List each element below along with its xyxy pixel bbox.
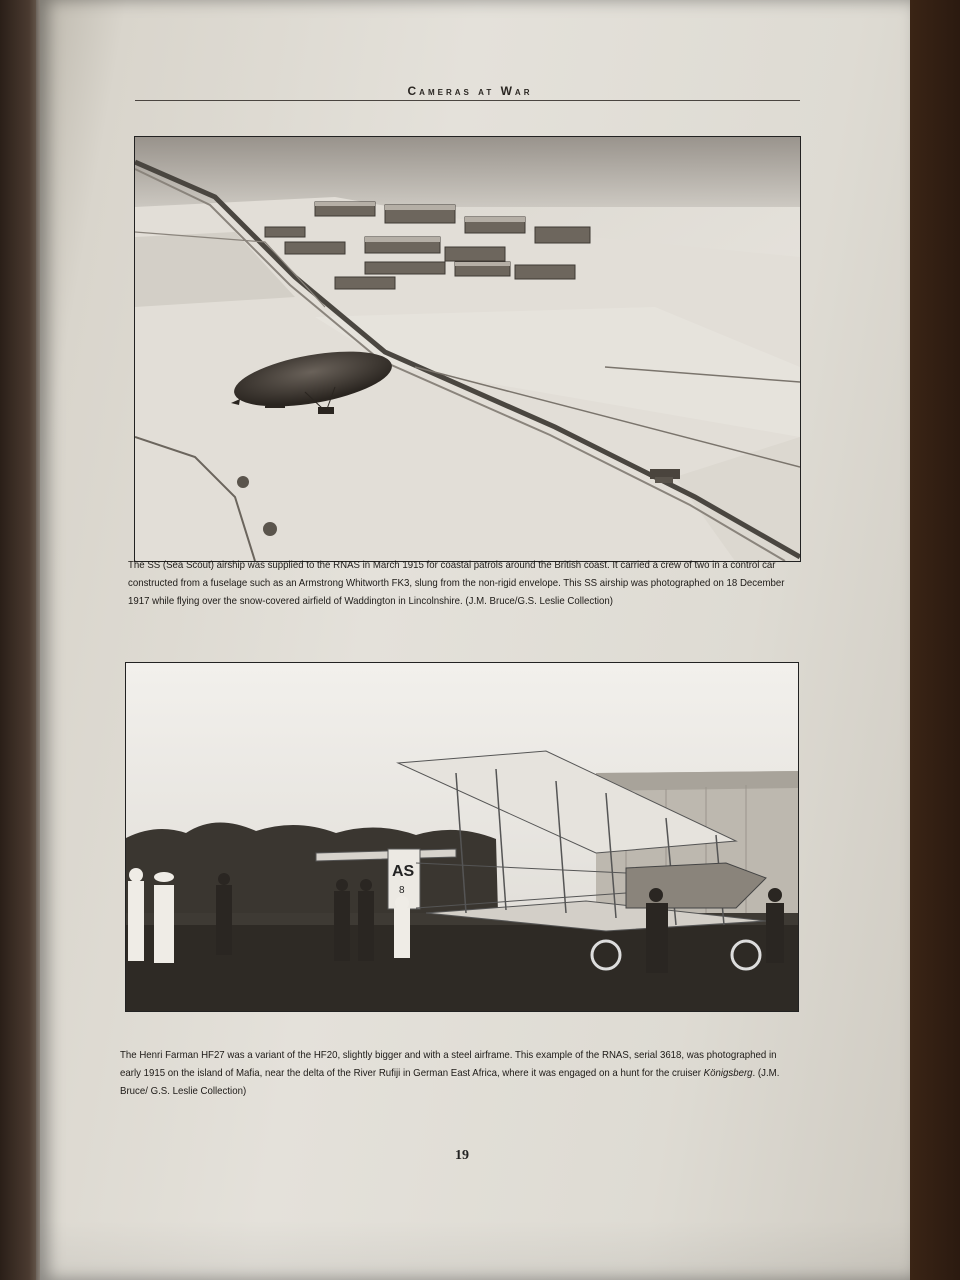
biplane-photo (125, 662, 799, 1012)
running-head: Cameras at War (407, 84, 533, 98)
photo-caption-biplane (120, 1046, 792, 1100)
caption-text-part-2: . (J.M. Bruce/ G.S. Leslie Collection) (120, 1067, 780, 1097)
tail-marking: AS (392, 863, 415, 880)
caption-ship-name: Königsberg (703, 1067, 753, 1079)
tail-number: 8 (399, 885, 405, 896)
page-number: 19 (455, 1148, 469, 1163)
airship-photo (134, 136, 801, 562)
photo-caption-airship: The SS (Sea Scout) airship was supplied to the RNAS in March 1915 for coastal patrols around the British coast. It carried a crew of two in a control car constructed from a fuselage such as an Armstrong Whitworth FK3, slung from the non-rigid envelope. This SS airship was photographed on 18 December 1917 while flying over the snow-covered airfield of Waddington in Lincolnshire. (J.M. Bruce/G.S. Leslie Collection) (128, 559, 785, 607)
header-rule (135, 100, 800, 101)
caption-text-part-1: The Henri Farman HF27 was a variant of the HF20, slightly bigger and with a steel airframe. This example of the RNAS, serial 3618, was photographed in early 1915 on the island of Mafia, near the delta of the River Rufiji in German East Africa, where it was engaged on a hunt for the cruiser (120, 1049, 777, 1079)
page-shading (40, 1220, 910, 1280)
